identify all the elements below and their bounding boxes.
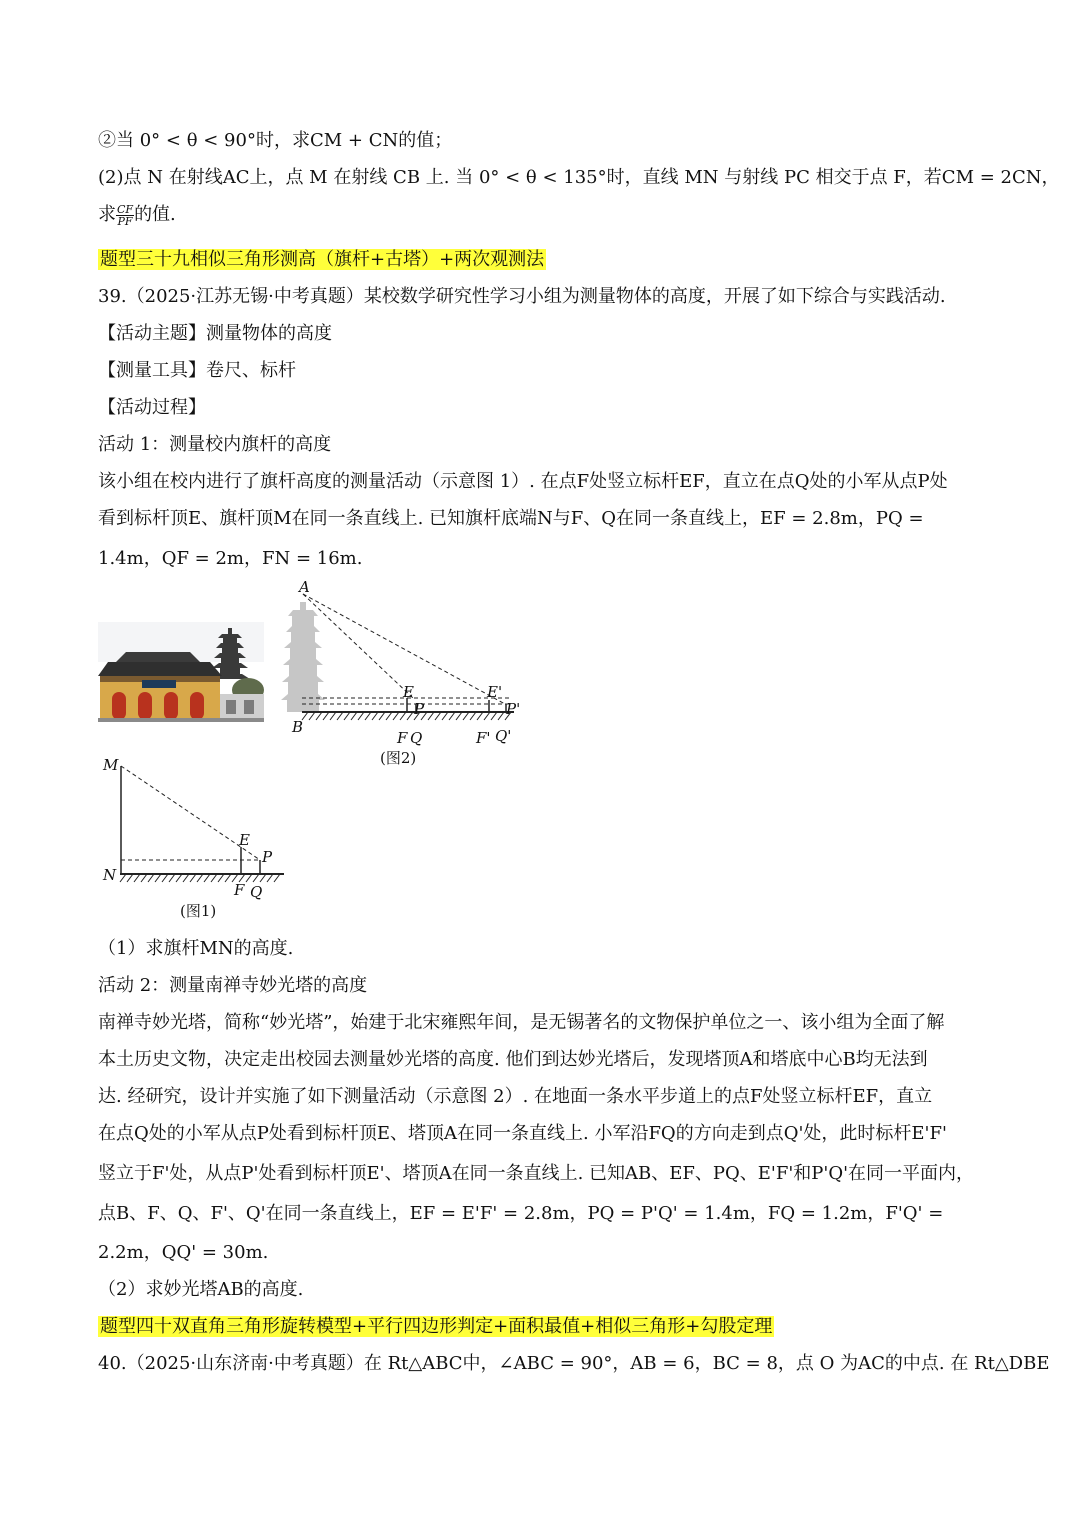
hatch-mark bbox=[211, 874, 217, 882]
section-heading-39 bbox=[98, 248, 546, 272]
text-line-2: (2)点 N 在射线AC上，点 M 在射线 CB 上. 当 0° < θ < 135°时，直线 MN 与射线 PC 相交于点 F，若CM = 2CN， bbox=[98, 167, 1060, 188]
hatch-mark bbox=[323, 712, 329, 720]
activity-2-text-2: 本土历史文物，决定走出校园去测量妙光塔的高度. 他们到达妙光塔后，发现塔顶A和塔底中心B均无法到 bbox=[98, 1049, 928, 1070]
activity-1-text-1: 该小组在校内进行了旗杆高度的测量活动（示意图 1）. 在点F处竖立标杆EF，直立在点Q处的小军从点P处 bbox=[98, 471, 948, 492]
hatch-mark bbox=[190, 874, 196, 882]
label-F: F bbox=[234, 881, 245, 899]
label-Q2: Q' bbox=[495, 727, 512, 745]
fraction bbox=[116, 204, 134, 227]
hatch-mark bbox=[435, 712, 441, 720]
activity-2-text-5: 竖立于F'处，从点P'处看到标杆顶E'、塔顶A在同一条直线上. 已知AB、EF、PQ、E'F'和P'Q'在同一平面内， bbox=[98, 1163, 975, 1184]
ground-hatch bbox=[120, 874, 280, 882]
label-P2: P' bbox=[506, 700, 521, 718]
hatch-mark bbox=[337, 712, 343, 720]
hatch-mark bbox=[428, 712, 434, 720]
hatch-mark bbox=[253, 874, 259, 882]
hatch-mark bbox=[204, 874, 210, 882]
question-2: （2）求妙光塔AB的高度. bbox=[98, 1279, 304, 1300]
fraction-numerator: CF bbox=[117, 202, 134, 216]
fraction-prefix: 求 bbox=[98, 204, 116, 225]
highlight-39: 题型三十九相似三角形测高（旗杆+古塔）+两次观测法 bbox=[100, 249, 545, 270]
label-A: A bbox=[299, 580, 310, 596]
measuring-tools: 【测量工具】卷尺、标杆 bbox=[98, 360, 296, 381]
problem-40-intro: 40.（2025·山东济南·中考真题）在 Rt△ABC中，∠ABC = 90°，AB = 6，BC = 8，点 O 为AC的中点. 在 Rt△DBE bbox=[98, 1353, 1050, 1374]
label-M: M bbox=[103, 756, 119, 774]
highlight-40: 题型四十双直角三角形旋转模型+平行四边形判定+面积最值+相似三角形+勾股定理 bbox=[100, 1316, 773, 1337]
activity-2-text-3: 达. 经研究，设计并实施了如下测量活动（示意图 2）. 在地面一条水平步道上的点F处竖立标杆EF，直立 bbox=[98, 1086, 933, 1107]
hatch-mark bbox=[393, 712, 399, 720]
label-P: P bbox=[414, 700, 425, 718]
label-Q: Q bbox=[250, 883, 263, 901]
figure-1 bbox=[98, 752, 298, 924]
activity-2-text-4: 在点Q处的小军从点P处看到标杆顶E、塔顶A在同一条直线上. 小军沿FQ的方向走到点Q'处，此时标杆E'F' bbox=[98, 1123, 947, 1144]
hatch-mark bbox=[141, 874, 147, 882]
hatch-mark bbox=[400, 712, 406, 720]
fraction-line bbox=[98, 203, 176, 227]
fraction-denominator: PF bbox=[117, 214, 133, 228]
hatch-mark bbox=[344, 712, 350, 720]
hatch-mark bbox=[442, 712, 448, 720]
hatch-mark bbox=[351, 712, 357, 720]
activity-1-text-2: 看到标杆顶E、旗杆顶M在同一条直线上. 已知旗杆底端N与F、Q在同一条直线上，EF = 2.8m，PQ = bbox=[98, 508, 924, 529]
hatch-mark bbox=[155, 874, 161, 882]
activity-2-text-1: 南禅寺妙光塔，简称“妙光塔”，始建于北宋雍熙年间，是无锡著名的文物保护单位之一、该小组为全面了解 bbox=[98, 1012, 945, 1033]
pagoda-photo bbox=[98, 622, 264, 722]
hatch-mark bbox=[477, 712, 483, 720]
hatch-mark bbox=[260, 874, 266, 882]
figure-1-caption: (图1) bbox=[180, 902, 217, 920]
fraction-suffix: 的值. bbox=[134, 204, 176, 225]
label-N: N bbox=[103, 866, 117, 884]
problem-39-intro: 39.（2025·江苏无锡·中考真题）某校数学研究性学习小组为测量物体的高度，开展了如下综合与实践活动. bbox=[98, 286, 946, 307]
label-E2: E' bbox=[487, 683, 503, 701]
hatch-mark bbox=[148, 874, 154, 882]
hatch-mark bbox=[267, 874, 273, 882]
activity-theme: 【活动主题】测量物体的高度 bbox=[98, 323, 332, 344]
activity-1-text-3: 1.4m，QF = 2m，FN = 16m. bbox=[98, 548, 363, 569]
hatch-mark bbox=[407, 712, 413, 720]
label-B: B bbox=[292, 718, 304, 736]
activity-1-title: 活动 1：测量校内旗杆的高度 bbox=[98, 434, 332, 455]
pagoda-sketch bbox=[281, 602, 325, 712]
hatch-mark bbox=[456, 712, 462, 720]
hatch-mark bbox=[176, 874, 182, 882]
label-F2: F' bbox=[476, 729, 491, 747]
hatch-mark bbox=[463, 712, 469, 720]
hatch-mark bbox=[120, 874, 126, 882]
hatch-mark bbox=[197, 874, 203, 882]
hatch-mark bbox=[274, 874, 280, 882]
label-E: E bbox=[239, 831, 250, 849]
hatch-mark bbox=[372, 712, 378, 720]
hatch-mark bbox=[491, 712, 497, 720]
hatch-mark bbox=[449, 712, 455, 720]
label-F: F bbox=[397, 729, 408, 747]
activity-2-text-7: 2.2m，QQ' = 30m. bbox=[98, 1242, 269, 1263]
label-Q: Q bbox=[410, 729, 423, 747]
section-heading-40 bbox=[98, 1315, 774, 1339]
activity-process: 【活动过程】 bbox=[98, 397, 206, 418]
ground-hatch bbox=[302, 712, 511, 720]
hatch-mark bbox=[309, 712, 315, 720]
hatch-mark bbox=[379, 712, 385, 720]
hatch-mark bbox=[246, 874, 252, 882]
hatch-mark bbox=[386, 712, 392, 720]
hatch-mark bbox=[365, 712, 371, 720]
figure-2 bbox=[280, 580, 530, 770]
hatch-mark bbox=[162, 874, 168, 882]
hatch-mark bbox=[484, 712, 490, 720]
hatch-mark bbox=[134, 874, 140, 882]
activity-2-title: 活动 2：测量南禅寺妙光塔的高度 bbox=[98, 975, 368, 996]
text-line-1: ②当 0° < θ < 90°时，求CM + CN的值； bbox=[98, 130, 453, 151]
hatch-mark bbox=[218, 874, 224, 882]
hatch-mark bbox=[330, 712, 336, 720]
hatch-mark bbox=[498, 712, 504, 720]
label-E: E bbox=[403, 683, 414, 701]
hatch-mark bbox=[127, 874, 133, 882]
hatch-mark bbox=[470, 712, 476, 720]
activity-2-text-6: 点B、F、Q、F'、Q'在同一条直线上，EF = E'F' = 2.8m，PQ = P'Q' = 1.4m，FQ = 1.2m，F'Q' = bbox=[98, 1203, 944, 1224]
hatch-mark bbox=[316, 712, 322, 720]
figure-2-caption: (图2) bbox=[380, 749, 417, 767]
label-P: P bbox=[262, 848, 273, 866]
hatch-mark bbox=[225, 874, 231, 882]
hatch-mark bbox=[183, 874, 189, 882]
hatch-mark bbox=[358, 712, 364, 720]
hatch-mark bbox=[169, 874, 175, 882]
question-1: （1）求旗杆MN的高度. bbox=[98, 938, 294, 959]
